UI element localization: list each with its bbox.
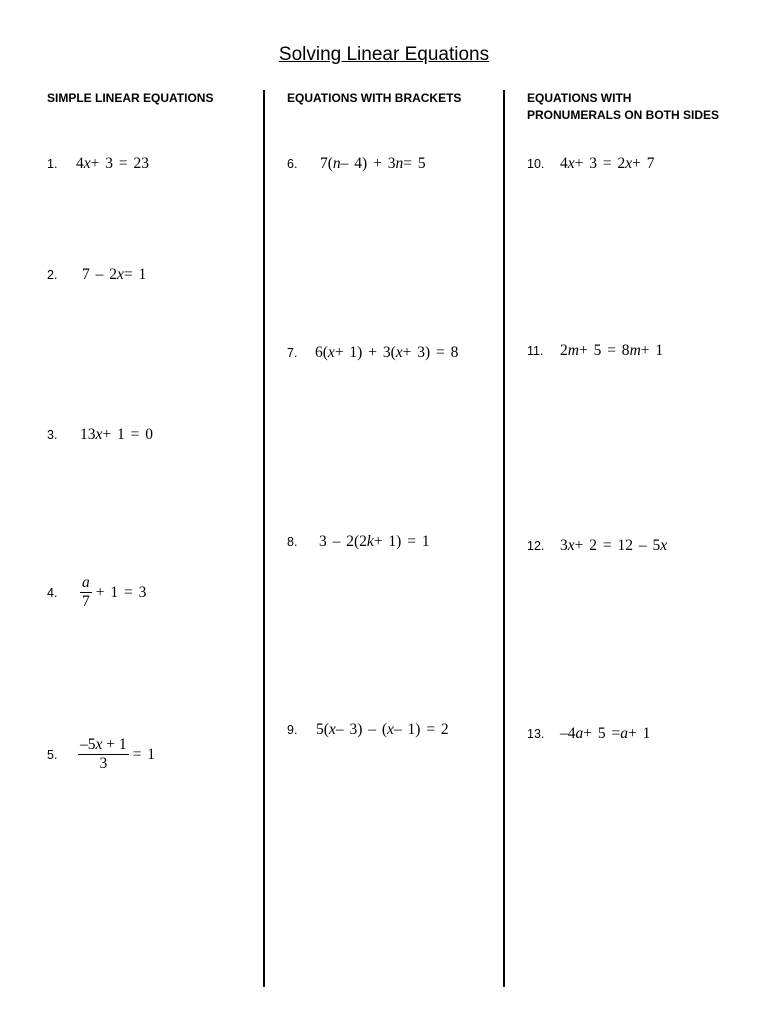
equation-number: 1. [47,157,58,171]
column-heading-both-sides-line2: PRONUMERALS ON BOTH SIDES [527,108,720,122]
equation-number: 4. [47,585,58,600]
equation-number: 7. [287,346,298,360]
equation-5 [47,737,155,772]
equation-3 [47,426,153,444]
equation-1 [47,155,149,173]
equation-text: 4 x + 3 = 2 x + 7 [560,155,655,172]
equation-text: = 1 [132,745,156,763]
equation-text: 5( x – 3) – ( x – 1) = 2 [316,721,449,738]
equation-6 [287,155,426,173]
equation-text: 13 x + 1 = 0 [80,426,153,443]
equation-2 [47,266,146,284]
equation-number: 10. [527,157,545,171]
equation-number: 5. [47,747,58,762]
equation-text: 7 – 2 x = 1 [82,266,147,283]
equation-13 [527,725,650,743]
fraction-numerator: a [82,574,90,591]
column-divider-left [263,90,265,987]
equation-7 [287,344,458,362]
equation-text: 6( x + 1) + 3( x + 3) = 8 [315,344,459,361]
equation-number: 2. [47,268,58,282]
column-heading-brackets: EQUATIONS WITH BRACKETS [287,91,462,105]
fraction-denominator: 3 [99,755,108,772]
equation-number: 11. [527,344,544,358]
equation-11 [527,342,663,360]
equation-number: 6. [287,157,298,171]
equation-number: 13. [527,727,545,741]
equation-text: 2 m + 5 = 8 m + 1 [560,342,664,359]
equation-12 [527,537,667,555]
fraction [80,575,92,610]
equation-number: 3. [47,428,58,442]
fraction-numerator: –5x + 1 [80,736,127,753]
equation-text: 3 x + 2 = 12 – 5 x [560,537,668,554]
equation-9 [287,721,449,739]
equation-number: 9. [287,723,298,737]
fraction-denominator: 7 [82,593,90,610]
equation-4 [47,575,146,610]
column-divider-right [503,90,505,987]
equation-8 [287,533,430,551]
equation-text: 4 x + 3 = 23 [76,155,149,172]
equation-text: 3 – 2(2 k + 1) = 1 [319,533,430,550]
column-heading-both-sides-line1: EQUATIONS WITH [527,91,632,105]
equation-text: 7( n – 4) + 3 n = 5 [320,155,426,172]
column-heading-simple: SIMPLE LINEAR EQUATIONS [47,91,214,105]
equation-text: + 1 = 3 [95,583,147,601]
equation-10 [527,155,655,173]
column-heading-both-sides [527,90,719,124]
fraction [78,737,129,772]
equation-number: 12. [527,539,545,553]
page-title: Solving Linear Equations [278,44,490,65]
equation-text: –4 a + 5 = a + 1 [560,725,651,742]
equation-number: 8. [287,535,298,549]
